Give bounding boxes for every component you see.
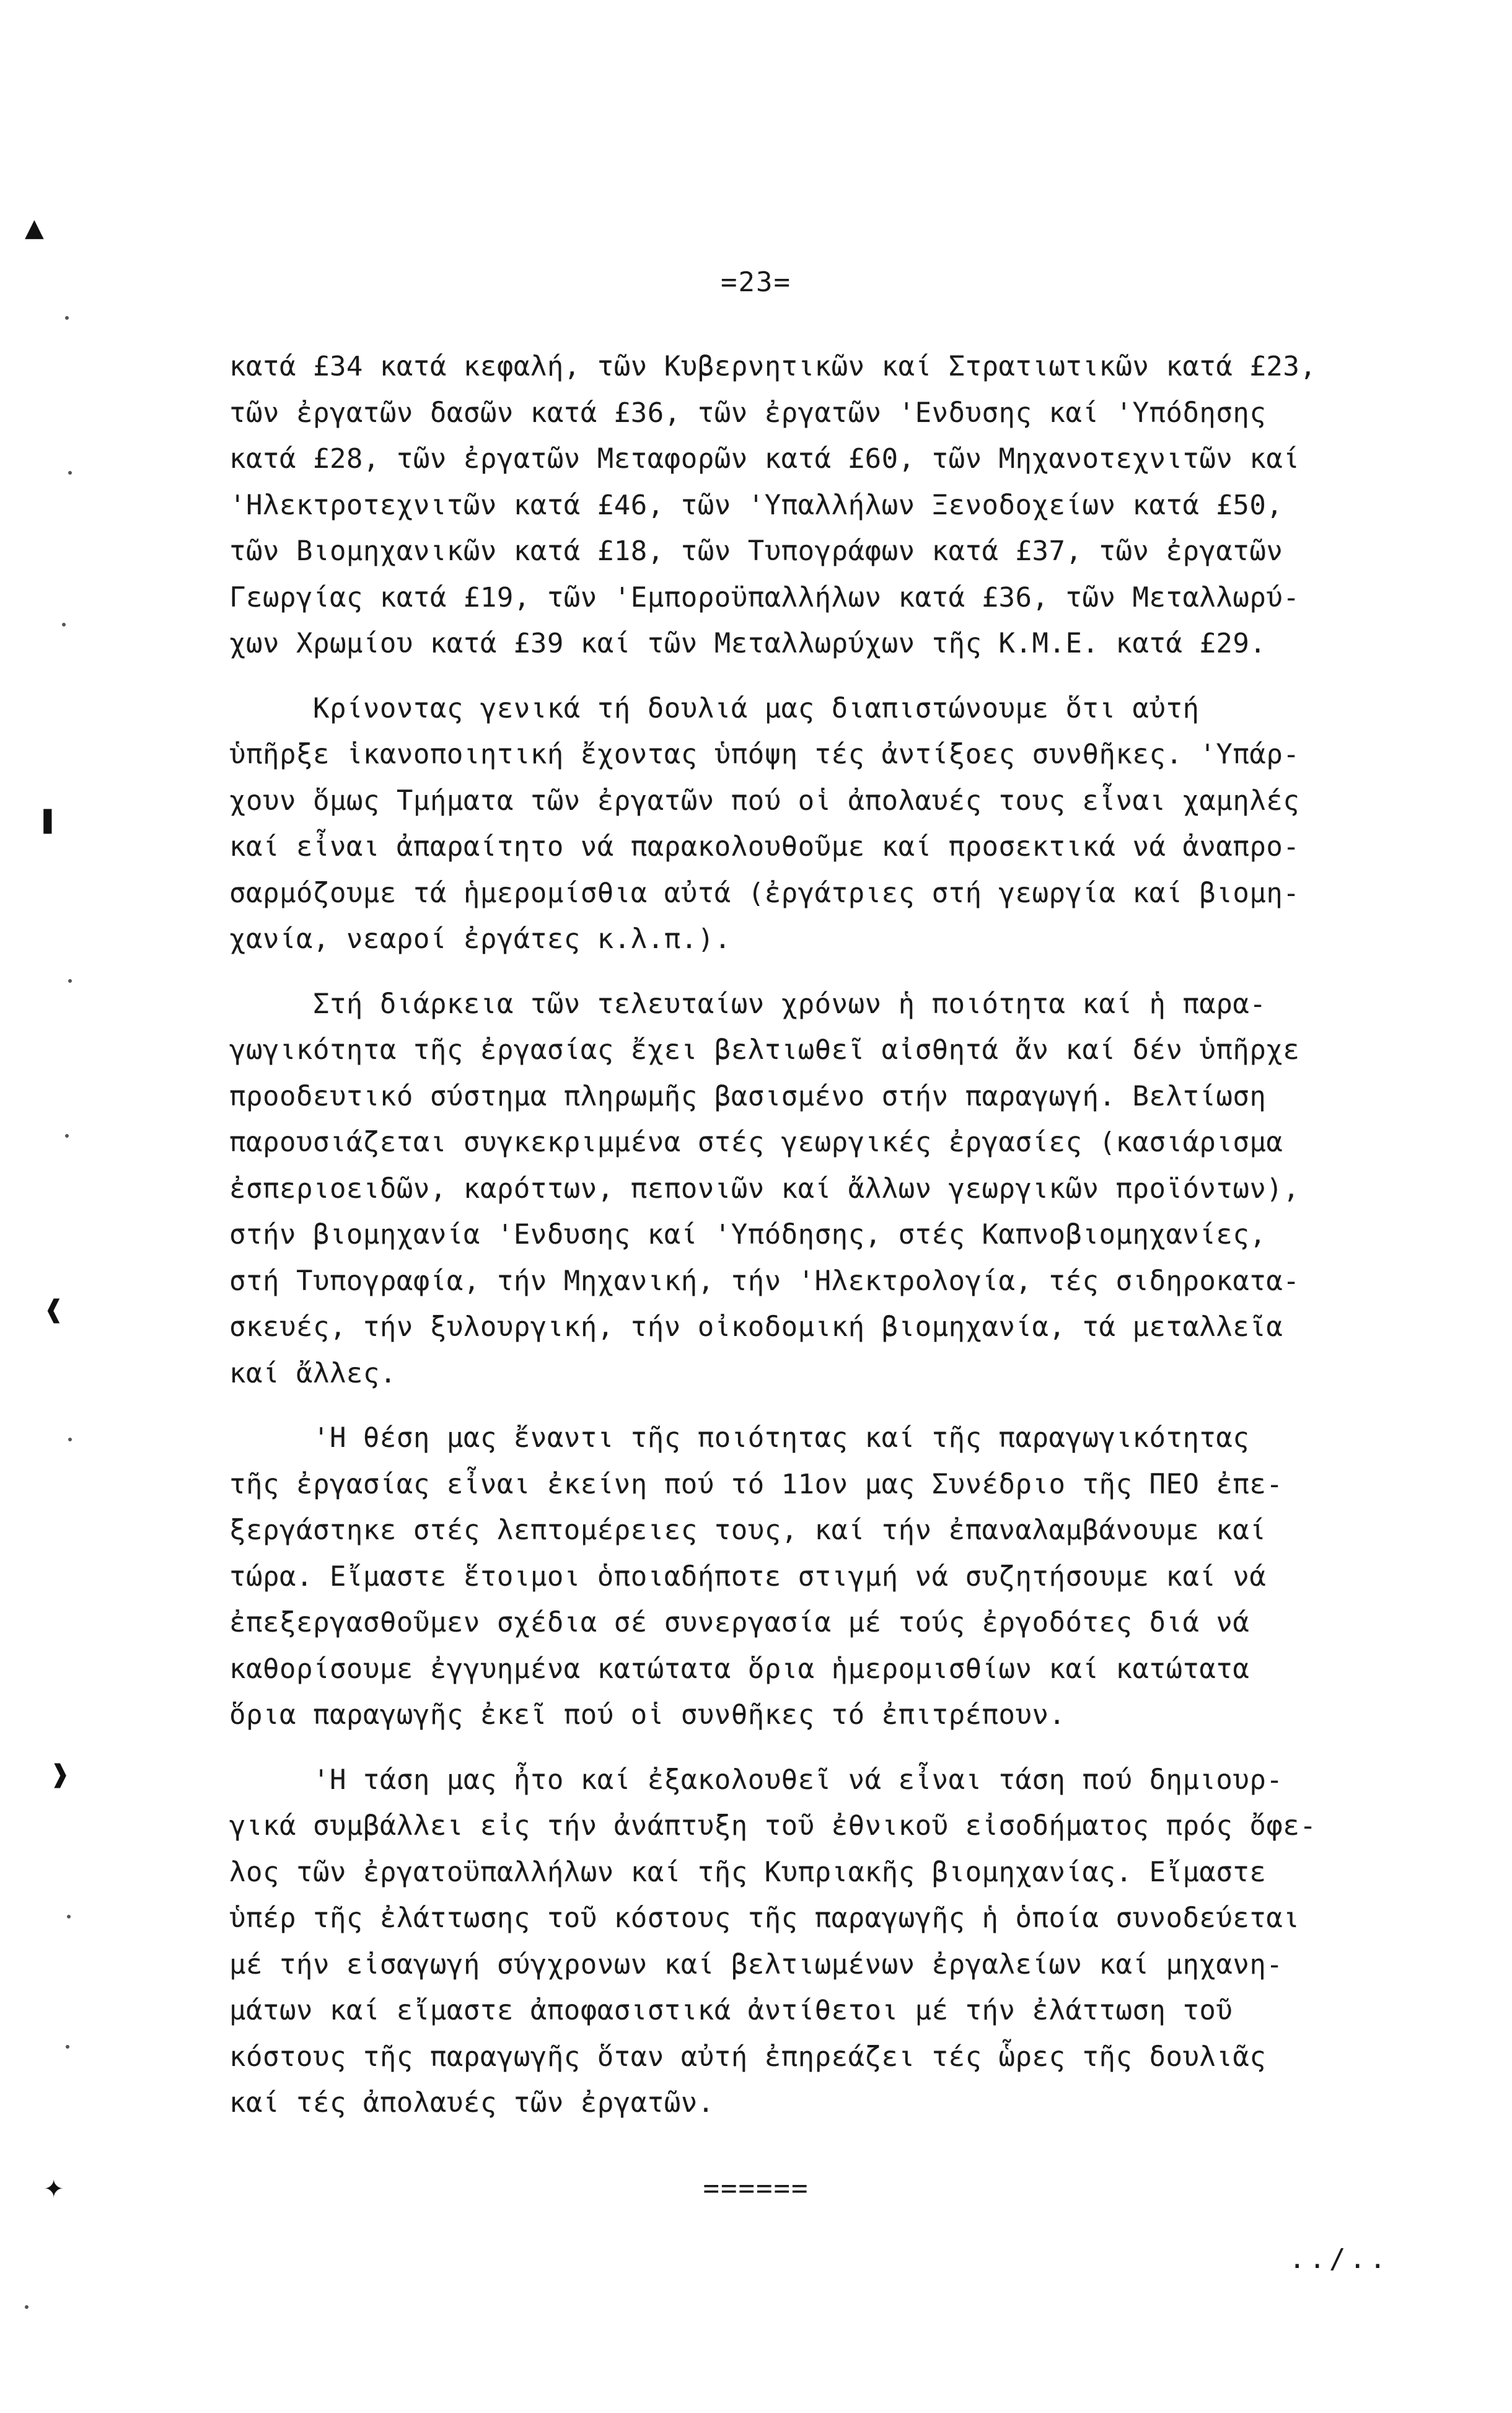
text-line: μέ τήν εἰσαγωγή σύγχρονων καί βελτιωμένων ἐργαλείων καί μηχανη- [229, 1948, 1283, 1980]
text-line: μάτων καί εἴμαστε ἀποφασιστικά ἀντίθετοι μέ τήν ἐλάττωση τοῦ [229, 1995, 1233, 2026]
text-line: γωγικότητα τῆς ἐργασίας ἔχει βελτιωθεῖ αἰσθητά ἄν καί δέν ὑπῆρχε [229, 1034, 1300, 1066]
paragraph [229, 1757, 1469, 2127]
text-line: παρουσιάζεται συγκεκριμμένα στές γεωργικές ἐργασίες (κασιάρισμα [229, 1127, 1283, 1158]
paragraph [229, 344, 1469, 667]
text-line: καί εἶναι ἀπαραίτητο νά παρακολουθοῦμε καί προσεκτικά νά ἀναπρο- [229, 831, 1300, 863]
text-line: τώρα. Εἴμαστε ἕτοιμοι ὁποιαδήποτε στιγμή νά συζητήσουμε καί νά [229, 1560, 1267, 1593]
text-line: ὑπῆρξε ἱκανοποιητική ἔχοντας ὑπόψη τές ἀντίξοες συνθῆκες. 'Υπάρ- [229, 739, 1300, 770]
text-line: Κρίνοντας γενικά τή δουλιά μας διαπιστώνουμε ὅτι αὐτή [229, 692, 1200, 724]
text-line: ἐπεξεργασθοῦμεν σχέδια σέ συνεργασία μέ τούς ἐργοδότες διά νά [229, 1607, 1250, 1638]
text-line: σαρμόζουμε τά ἡμερομίσθια αὐτά (ἐργάτριες στή γεωργία καί βιομη- [229, 877, 1300, 909]
text-line: χων Χρωμίου κατά £39 καί τῶν Μεταλλωρύχων τῆς Κ.Μ.Ε. κατά £29. [229, 628, 1267, 659]
text-line: κόστους τῆς παραγωγῆς ὅταν αὐτή ἐπηρεάζει τές ὧρες τῆς δουλιᾶς [229, 2041, 1267, 2073]
continuation-mark: ../.. [1289, 2243, 1390, 2275]
text-line: στή Τυπογραφία, τήν Μηχανική, τήν 'Ηλεκτρολογία, τές σιδηροκατα- [229, 1265, 1300, 1297]
text-line: προοδευτικό σύστημα πληρωμῆς βασισμένο στήν παραγωγή. Βελτίωση [229, 1080, 1267, 1112]
text-line: καί ἄλλες. [229, 1357, 397, 1389]
text-line: λος τῶν ἐργατοϋπαλλήλων καί τῆς Κυπριακῆς βιομηχανίας. Εἴμαστε [229, 1856, 1267, 1888]
text-line: ξεργάστηκε στές λεπτομέρειες τους, καί τήν ἐπαναλαμβάνουμε καί [229, 1514, 1267, 1546]
text-line: 'Η τάση μας ἦτο καί ἐξακολουθεῖ νά εἶναι τάση πού δημιουρ- [229, 1764, 1283, 1796]
page-number: =23= [721, 266, 791, 298]
text-line: χουν ὅμως Τμήματα τῶν ἐργατῶν πού οἱ ἀπολαυές τους εἶναι χαμηλές [229, 785, 1300, 817]
scan-speck [66, 2045, 69, 2049]
text-line: ὅρια παραγωγῆς ἐκεῖ πού οἱ συνθῆκες τό ἐπιτρέπουν. [229, 1699, 1066, 1731]
paragraph [229, 1415, 1469, 1739]
scan-speck [68, 979, 72, 983]
body-text [229, 344, 1469, 2127]
binding-mark-icon: ❰ [43, 1295, 64, 1324]
text-line: ὑπέρ τῆς ἐλάττωσης τοῦ κόστους τῆς παραγωγῆς ἡ ὁποία συνοδεύεται [229, 1902, 1300, 1934]
paragraph [229, 686, 1469, 963]
binding-mark-icon: ❱ [50, 1760, 71, 1788]
binding-mark-icon: ❚ [37, 806, 58, 834]
text-line: 'Η θέση μας ἔναντι τῆς ποιότητας καί τῆς παραγωγικότητας [229, 1422, 1250, 1454]
text-line: καί τές ἀπολαυές τῶν ἐργατῶν. [229, 2087, 714, 2119]
text-line: Γεωργίας κατά £19, τῶν 'Εμποροϋπαλλήλων κατά £36, τῶν Μεταλλωρύ- [229, 581, 1300, 613]
binding-mark-icon: ✦ [43, 2175, 64, 2204]
text-line: σκευές, τήν ξυλουργική, τήν οἰκοδομική βιομηχανία, τά μεταλλεῖα [229, 1311, 1283, 1343]
text-line: κατά £28, τῶν ἐργατῶν Μεταφορῶν κατά £60, τῶν Μηχανοτεχνιτῶν καί [229, 443, 1300, 475]
scan-speck [68, 471, 72, 475]
text-line: καθορίσουμε ἐγγυημένα κατώτατα ὅρια ἡμερομισθίων καί κατώτατα [229, 1653, 1250, 1685]
text-line: τῆς ἐργασίας εἶναι ἐκείνη πού τό 11ον μας Συνέδριο τῆς ΠΕΟ ἐπε- [229, 1468, 1283, 1500]
text-line: ἐσπεριοειδῶν, καρόττων, πεπονιῶν καί ἄλλων γεωργικῶν προϊόντων), [229, 1172, 1300, 1205]
scan-speck [62, 623, 66, 626]
section-divider: ====== [703, 2173, 809, 2204]
text-line: Στή διάρκεια τῶν τελευταίων χρόνων ἡ ποιότητα καί ἡ παρα- [229, 988, 1267, 1020]
scan-speck [65, 1134, 69, 1138]
binding-mark-icon: ▲ [25, 214, 44, 242]
text-line: τῶν ἐργατῶν δασῶν κατά £36, τῶν ἐργατῶν 'Ενδυσης καί 'Υπόδησης [229, 397, 1267, 429]
text-line: τῶν Βιομηχανικῶν κατά £18, τῶν Τυπογράφων κατά £37, τῶν ἐργατῶν [229, 535, 1283, 567]
text-line: χανία, νεαροί ἐργάτες κ.λ.π.). [229, 923, 731, 955]
scan-speck [25, 2305, 29, 2309]
text-line: 'Ηλεκτροτεχνιτῶν κατά £46, τῶν 'Υπαλλήλων Ξενοδοχείων κατά £50, [229, 489, 1283, 521]
text-line: γικά συμβάλλει εἰς τήν ἀνάπτυξη τοῦ ἐθνικοῦ εἰσοδήματος πρός ὄφε- [229, 1810, 1317, 1842]
text-line: στήν βιομηχανία 'Ενδυσης καί 'Υπόδησης, στές Καπνοβιομηχανίες, [229, 1219, 1267, 1250]
paragraph [229, 982, 1469, 1397]
scan-speck [68, 1438, 72, 1441]
text-line: κατά £34 κατά κεφαλή, τῶν Κυβερνητικῶν καί Στρατιωτικῶν κατά £23, [229, 351, 1317, 382]
scan-speck [67, 1915, 71, 1919]
scan-speck [65, 316, 69, 320]
